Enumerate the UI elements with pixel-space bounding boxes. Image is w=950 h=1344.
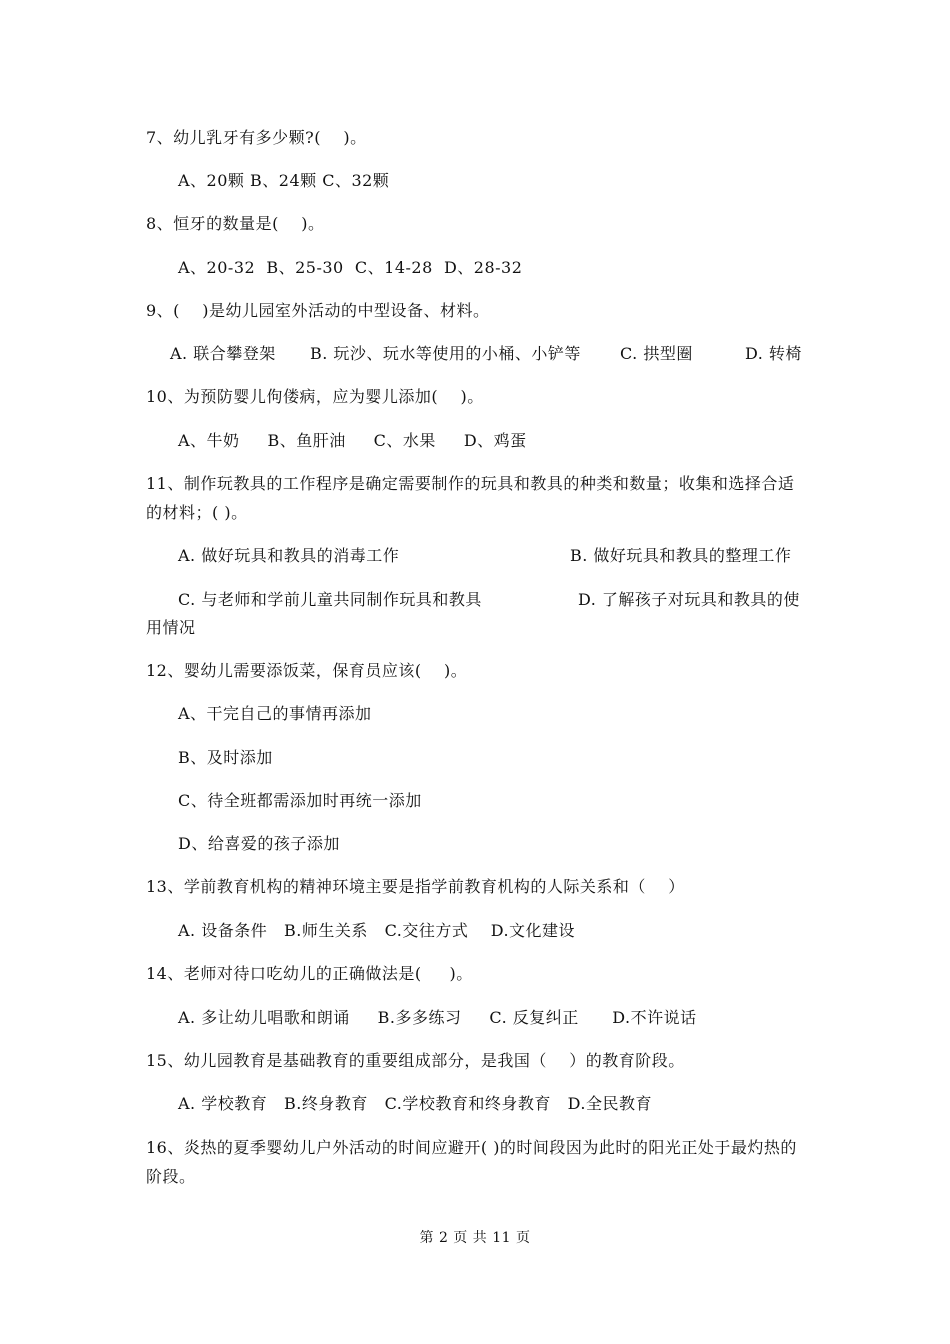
question-11-option-b: B. 做好玩具和教具的整理工作 — [570, 546, 792, 565]
question-11-option-a: A. 做好玩具和教具的消毒工作 — [178, 546, 400, 565]
question-9: 9、( )是幼儿园室外活动的中型设备、材料。 — [146, 301, 490, 320]
question-15: 15、幼儿园教育是基础教育的重要组成部分，是我国（ ）的教育阶段。 — [146, 1051, 685, 1070]
question-11-option-c: C. 与老师和学前儿童共同制作玩具和教具 — [178, 590, 482, 609]
question-9-option-c: C. 拱型圈 — [620, 344, 693, 363]
question-9-option-b: B. 玩沙、玩水等使用的小桶、小铲等 — [310, 344, 581, 363]
question-7-options: A、20颗 B、24颗 C、32颗 — [178, 171, 390, 190]
question-8-options: A、20-32 B、25-30 C、14-28 D、28-32 — [178, 258, 523, 277]
question-7: 7、幼儿乳牙有多少颗?( )。 — [146, 128, 367, 147]
question-15-options: A. 学校教育 B.终身教育 C.学校教育和终身教育 D.全民教育 — [178, 1094, 652, 1113]
question-12-option-a: A、干完自己的事情再添加 — [178, 704, 372, 723]
question-9-option-a: A. 联合攀登架 — [170, 344, 276, 363]
question-13: 13、学前教育机构的精神环境主要是指学前教育机构的人际关系和（ ） — [146, 877, 685, 896]
question-16: 16、炎热的夏季婴幼儿户外活动的时间应避开( )的时间段因为此时的阳光正处于最灼热的阶段。 — [146, 1138, 797, 1186]
question-14-options: A. 多让幼儿唱歌和朗诵 B.多多练习 C. 反复纠正 D.不许说话 — [178, 1008, 697, 1027]
question-8: 8、恒牙的数量是( )。 — [146, 214, 325, 233]
question-12: 12、婴幼儿需要添饭菜，保育员应该( )。 — [146, 661, 468, 680]
page-number: 第 2 页 共 11 页 — [419, 1230, 531, 1246]
question-12-option-d: D、给喜爱的孩子添加 — [178, 834, 340, 853]
question-12-option-b: B、及时添加 — [178, 748, 273, 767]
question-13-options: A. 设备条件 B.师生关系 C.交往方式 D.文化建设 — [178, 921, 576, 940]
question-9-option-d: D. 转椅 — [745, 344, 802, 363]
question-10: 10、为预防婴儿佝偻病，应为婴儿添加( )。 — [146, 387, 484, 406]
question-14: 14、老师对待口吃幼儿的正确做法是( )。 — [146, 964, 473, 983]
question-12-option-c: C、待全班都需添加时再统一添加 — [178, 791, 422, 810]
question-10-options: A、牛奶 B、鱼肝油 C、水果 D、鸡蛋 — [178, 431, 527, 450]
question-11: 11、制作玩教具的工作程序是确定需要制作的玩具和教具的种类和数量；收集和选择合适的材料；( )。 — [146, 474, 795, 522]
question-11-option-d: D. 了解孩子对玩具和教具的使 — [578, 590, 800, 609]
question-11-option-d-continued: 用情况 — [146, 618, 196, 637]
